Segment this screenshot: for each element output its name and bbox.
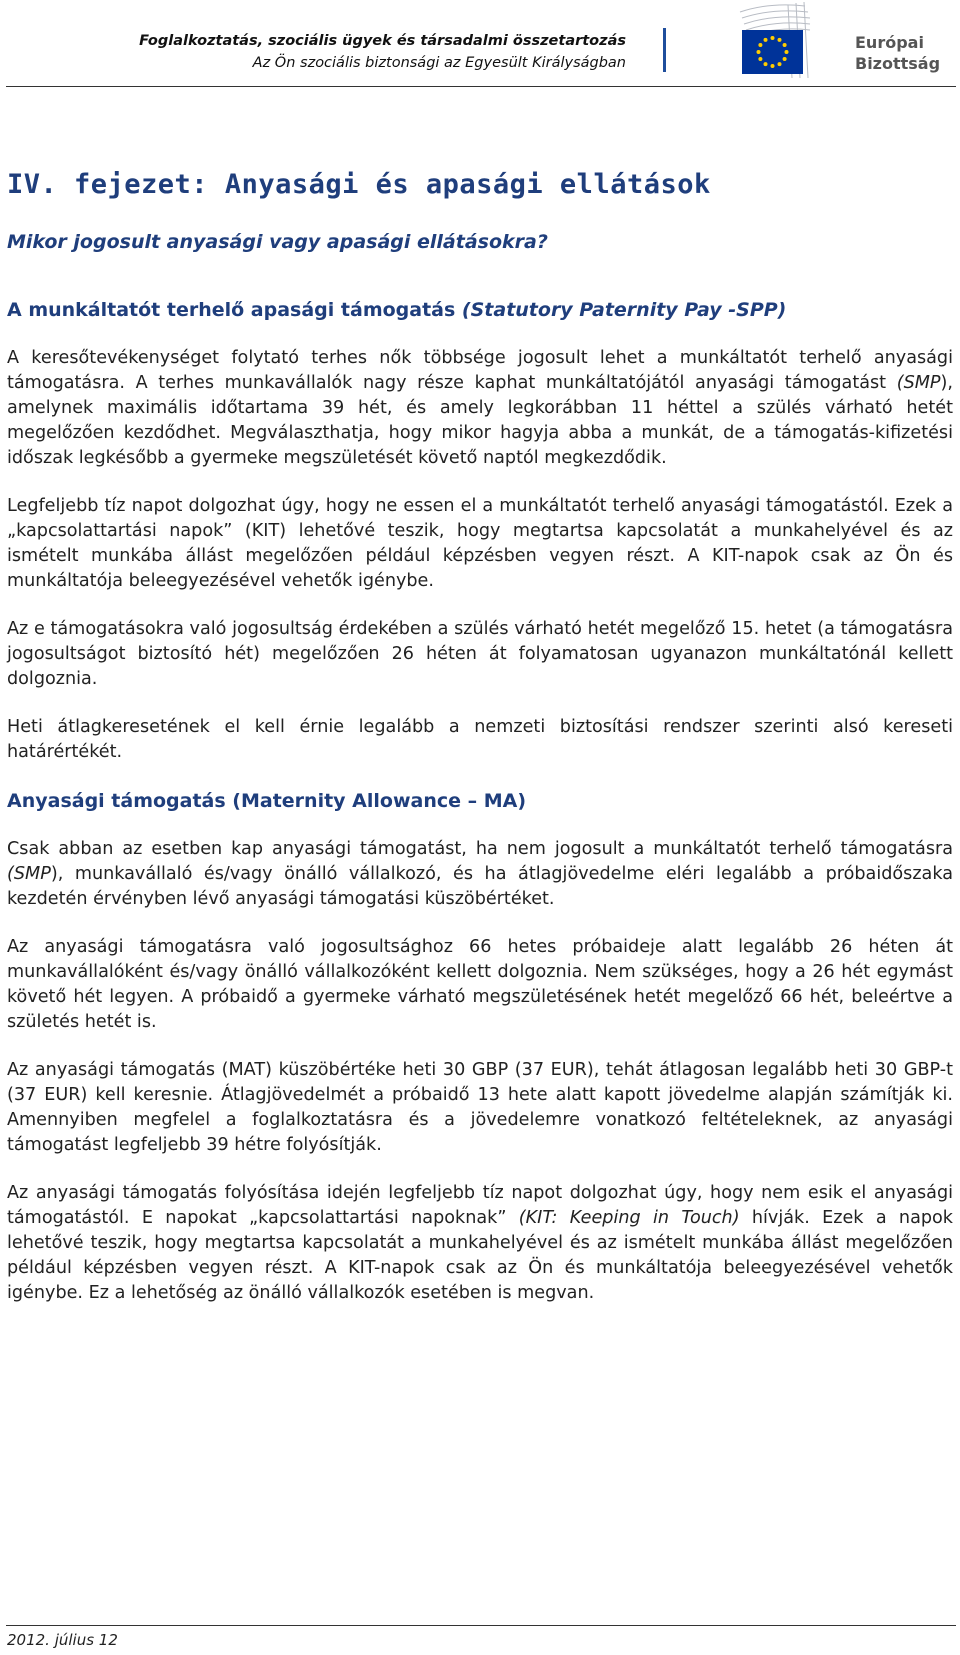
ma-p4-text-b: (KIT: Keeping in Touch) — [518, 1208, 740, 1228]
header-divider — [663, 28, 666, 72]
ma-paragraph-2: Az anyasági támogatásra való jogosultsághoz 66 hetes próbaideje alatt legalább 26 héten át munkavállalóként és/vagy önálló vállalkozóként kellett dolgoznia. Nem szükséges, hogy a 26 hét egymást követő hét legyen. A próbaidő a gyermeke várható megszületésének hetét megelőző 66 hét, beleértve a születés hetét is. — [7, 937, 953, 1032]
spp-p1-text-c: ), amelynek maximális időtartama 39 hét, és amely legkorábban 11 héttel a szülés várható hetét megelőzően kezdődhet. Megválaszthatja, hogy mikor hagyja abba a munkát, de a támogatás-kifizetési időszak legkésőbb a gyermeke megszületését követő naptól megkezdődik. — [7, 373, 953, 468]
organisation-name — [855, 32, 940, 74]
spp-paragraph-2: Legfeljebb tíz napot dolgozhat úgy, hogy ne essen el a munkáltatót terhelő anyasági támogatástól. Ezek a „kapcsolattartási napok” (KIT) lehetővé teszik, hogy megtartsa kapcsolatát a munkahelyével és az ismételt munkába állást megelőzően például képzésben vegyen részt. A KIT-napok csak az Ön és munkáltatója beleegyezésével vehetők igénybe. — [7, 496, 953, 591]
ma-p4-text-a: Az anyasági támogatás folyósítása idején legfeljebb tíz napot dolgozhat úgy, hogy nem esik el anyasági támogatástól. E napokat „kapcsolattartási napoknak” — [7, 1183, 953, 1228]
ma-paragraph-4 — [7, 1181, 953, 1306]
spp-heading-main: A munkáltatót terhelő apasági támogatás — [7, 299, 462, 321]
spp-paragraph-4: Heti átlagkeresetének el kell érnie legalább a nemzeti biztosítási rendszer szerinti alsó kereseti határértékét. — [7, 717, 953, 762]
header-rule — [6, 86, 956, 87]
spp-paragraph-3: Az e támogatásokra való jogosultság érdekében a szülés várható hetét megelőző 15. hetet (a támogatásra jogosultságot biztosító hét) megelőzően 26 héten át folyamatosan ugyanazon munkáltatónál kellett dolgoznia. — [7, 619, 953, 689]
ma-paragraph-3: Az anyasági támogatás (MAT) küszöbértéke heti 30 GBP (37 EUR), tehát átlagosan legalább heti 30 GBP-t (37 EUR) kell keresnie. Átlagjövedelmét a próbaidő 13 hete alatt kapott jövedelme alapján számítják ki. Amennyiben megfelel a foglalkoztatásra és a jövedelemre vonatkozó feltételeknek, az anyasági támogatást legfeljebb 39 hétre folyósítják. — [7, 1060, 953, 1155]
main-content — [7, 168, 953, 1306]
ma-p1-text-a: Csak abban az esetben kap anyasági támogatást, ha nem jogosult a munkáltatót terhelő támogatásra — [7, 839, 953, 859]
ma-p1-text-c: ), munkavállaló és/vagy önálló vállalkozó, és ha átlagjövedelme eléri legalább a próbaidőszaka kezdetén érvényben lévő anyasági támogatási küszöbértéket. — [7, 864, 953, 909]
organisation-name-line2: Bizottság — [855, 54, 941, 73]
ma-p1-text-b: (SMP — [7, 864, 51, 884]
chapter-title: IV. fejezet: Anyasági és apasági ellátások — [7, 169, 711, 200]
spp-heading-em: (Statutory Paternity Pay -SPP) — [461, 299, 787, 321]
organisation-name-line1: Európai — [855, 33, 924, 52]
page-header — [0, 0, 960, 86]
footer-rule — [6, 1625, 956, 1626]
eu-flag-icon — [742, 30, 803, 74]
ma-paragraph-1 — [7, 837, 953, 912]
ma-p4-text-c: hívják. Ezek a napok lehetővé teszik, hogy megtartsa kapcsolatát a munkahelyével és az ismételt munkába állást megelőzően például képzésben vegyen részt. A KIT-napok csak az Ön és munkáltatója beleegyezésével vehetők igénybe. Ez a lehetőség az önálló vállalkozók esetében is megvan. — [7, 1208, 953, 1303]
ma-heading: Anyasági támogatás (Maternity Allowance – MA) — [7, 790, 527, 812]
spp-paragraph-1 — [7, 346, 953, 471]
spp-heading — [7, 298, 953, 322]
header-title: Foglalkoztatás, szociális ügyek és társadalmi összetartozás — [139, 33, 626, 49]
spp-p1-text-b: (SMP — [896, 373, 941, 393]
footer-date: 2012. július 12 — [7, 1631, 118, 1649]
header-subtitle: Az Ön szociális biztonsági az Egyesült Királyságban — [252, 55, 626, 71]
section-title: Mikor jogosult anyasági vagy apasági ellátásokra? — [7, 231, 548, 253]
spp-p1-text-a: A keresőtevékenységet folytató terhes nők többsége jogosult lehet a munkáltatót terhelő anyasági támogatásra. A terhes munkavállalók nagy része kaphat munkáltatójától anyasági támogatást — [7, 348, 953, 393]
